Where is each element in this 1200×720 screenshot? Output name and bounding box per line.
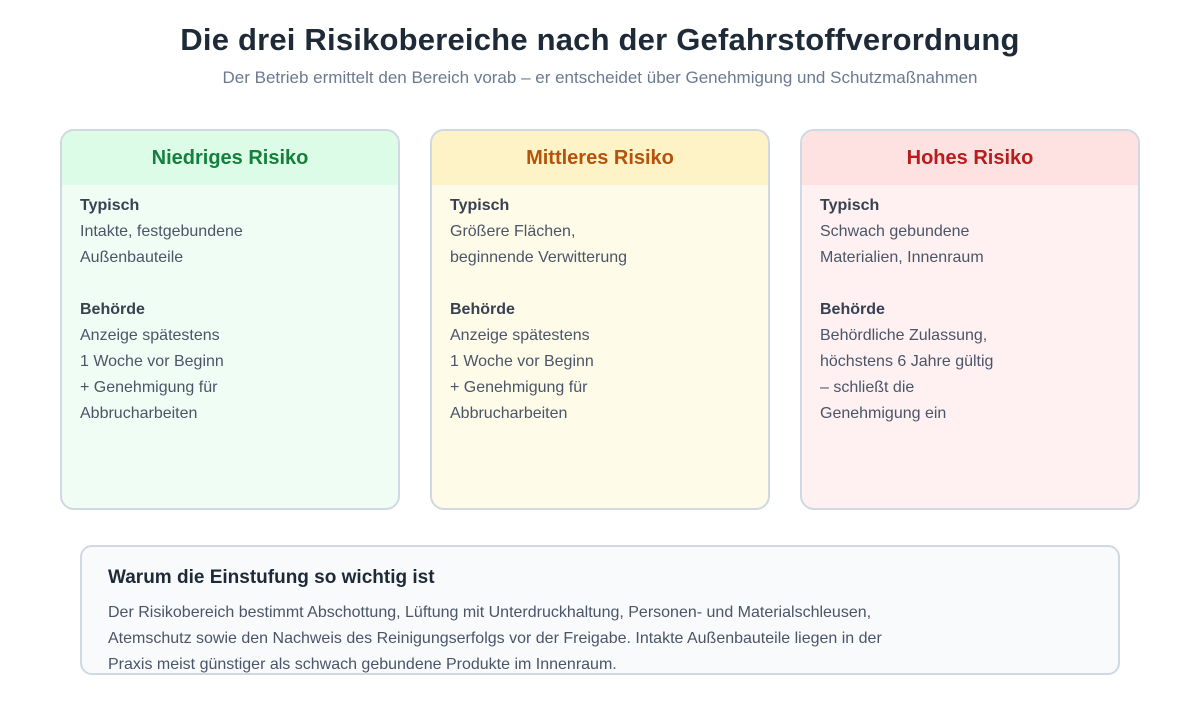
card-title: Mittleres Risiko xyxy=(432,131,768,185)
card-title: Hohes Risiko xyxy=(802,131,1138,185)
page-subtitle: Der Betrieb ermittelt den Bereich vorab – er entscheidet über Genehmigung und Schutzmaßnahmen xyxy=(222,68,978,87)
authority-label: Behörde xyxy=(80,301,145,318)
authority-label: Behörde xyxy=(820,301,885,318)
risk-card-low xyxy=(60,129,400,510)
typical-label: Typisch xyxy=(450,197,510,214)
card-title: Niedriges Risiko xyxy=(62,131,398,185)
typical-label: Typisch xyxy=(820,197,880,214)
page-title: Die drei Risikobereiche nach der Gefahrstoffverordnung xyxy=(180,22,1020,57)
note-title: Warum die Einstufung so wichtig ist xyxy=(108,567,435,588)
card-body xyxy=(432,185,768,427)
card-body xyxy=(802,185,1138,427)
authority-text: Anzeige spätestens 1 Woche vor Beginn + Genehmigung für Abbrucharbeiten xyxy=(450,327,594,422)
risk-card-high xyxy=(800,129,1140,510)
authority-label: Behörde xyxy=(450,301,515,318)
risk-card-medium xyxy=(430,129,770,510)
authority-text: Anzeige spätestens 1 Woche vor Beginn + Genehmigung für Abbrucharbeiten xyxy=(80,327,224,422)
typical-text: Intakte, festgebundene Außenbauteile xyxy=(80,223,243,266)
typical-text: Schwach gebundene Materialien, Innenraum xyxy=(820,223,984,266)
typical-label: Typisch xyxy=(80,197,140,214)
importance-note xyxy=(80,545,1120,675)
typical-text: Größere Flächen, beginnende Verwitterung xyxy=(450,223,628,266)
note-text: Der Risikobereich bestimmt Abschottung, Lüftung mit Unterdruckhaltung, Personen- und Materialschleusen, Atemschutz sowie den Nachweis des Reinigungserfolgs vor der Freigabe. Intakte Außenbauteile liegen in der Praxis meist günstiger als schwach gebundene Produkte im Innenraum. xyxy=(108,604,882,673)
card-body xyxy=(62,185,398,427)
authority-text: Behördliche Zulassung, höchstens 6 Jahre gültig – schließt die Genehmigung ein xyxy=(820,327,994,422)
